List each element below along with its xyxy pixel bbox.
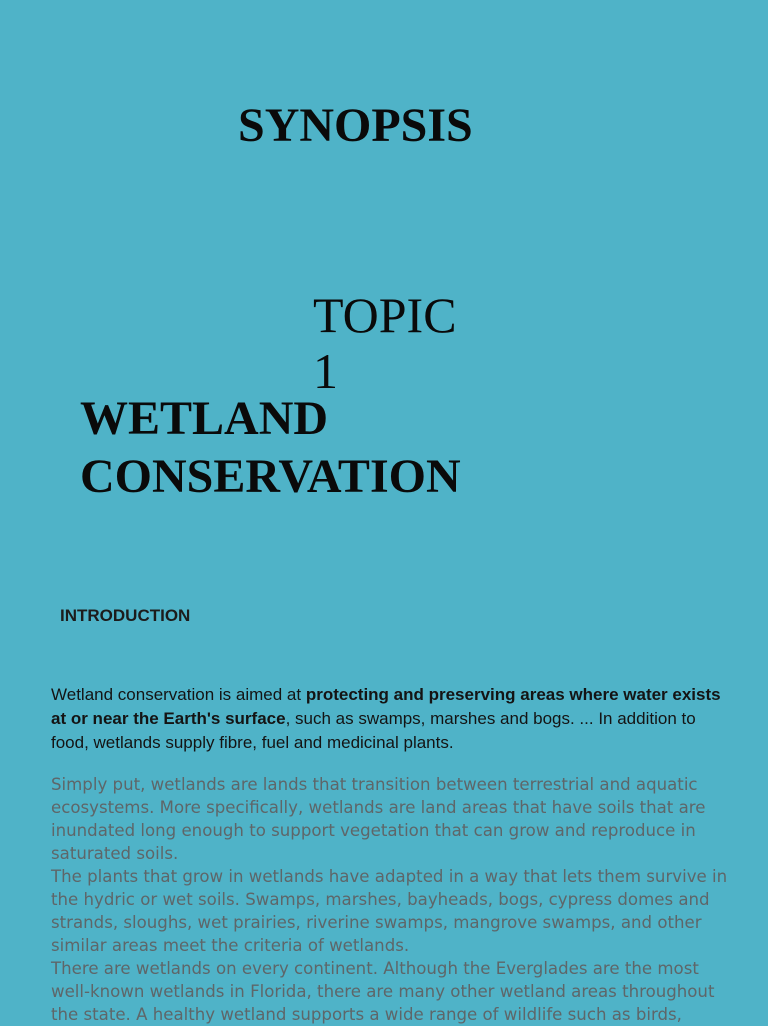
body-paragraph-3: There are wetlands on every continent. Although the Everglades are the most well-known wetlands in Florida, there are many other wetland areas throughout the state. A healthy wetland supports a wide range of wildlife such as birds, — [51, 959, 715, 1024]
lead-text-2: , such as swamps, marshes and bogs. ... In addition to food, wetlands supply fibre, fuel and medicinal plants. — [51, 709, 696, 752]
body-paragraph-1: Simply put, wetlands are lands that transition between terrestrial and aquatic ecosystems. More specifically, wetlands are land areas that have soils that are inundated long enough to support vegetation that can grow and reproduce in saturated soils. — [51, 775, 706, 863]
introduction-label: INTRODUCTION — [60, 606, 191, 625]
heading-line-1: WETLAND — [80, 392, 329, 445]
lead-text-1: Wetland conservation is aimed at — [51, 685, 306, 704]
lead-paragraph — [51, 683, 731, 755]
main-heading — [80, 390, 461, 506]
document-title: SYNOPSIS — [238, 99, 473, 152]
topic-label-text: TOPIC — [313, 287, 457, 343]
body-text — [51, 773, 741, 1026]
topic-number: 1 — [313, 343, 338, 399]
body-paragraph-2: The plants that grow in wetlands have adapted in a way that lets them survive in the hydric or wet soils. Swamps, marshes, bayheads, bogs, cypress domes and strands, sloughs, wet prairies, riverine swamps, mangrove swamps, and other similar areas meet the criteria of wetlands. — [51, 867, 728, 955]
topic-label — [313, 285, 473, 401]
lead-bold-text: protecting and preserving areas where water exists at or near the Earth's surface — [51, 685, 721, 728]
heading-line-2: CONSERVATION — [80, 450, 461, 503]
